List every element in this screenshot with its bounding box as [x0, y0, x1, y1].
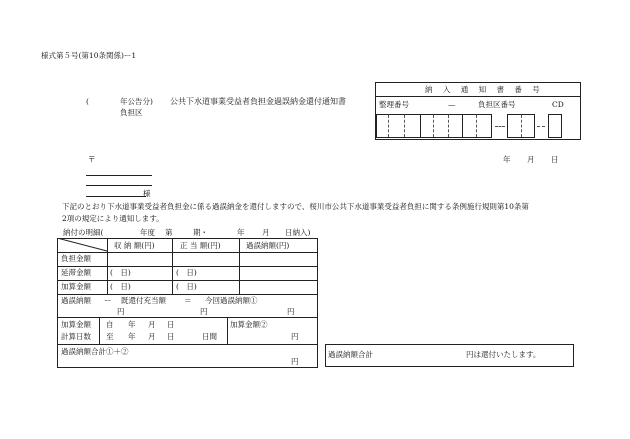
seiri-digit-cells [376, 114, 492, 138]
calc-equals: ＝ [184, 296, 192, 305]
document-title: 公共下水道事業受益者負担金過誤納金還付通知書 [170, 97, 346, 106]
date-day: 日 [551, 155, 559, 164]
period-to-day: 日 [167, 332, 175, 341]
total-yen: 円 [291, 357, 299, 366]
row-burden-amount: 負担金額 [61, 254, 91, 263]
postal-mark: 〒 [88, 155, 96, 164]
name-line [86, 196, 146, 197]
period-days: 日間 [202, 332, 217, 341]
notice-box-divider [375, 96, 581, 97]
delinquency-proper-days: ( 日) [176, 268, 197, 277]
header-diagonal [57, 238, 108, 252]
detail-nendo: 年度 [140, 228, 155, 237]
calc-overpaid-label: 過誤納額 [61, 296, 91, 305]
row-additional-amount: 加算金額 [61, 282, 91, 291]
form-id: 様式第５号(第10条関係)ー1 [41, 51, 137, 60]
row-delinquency-amount: 延滞金額 [61, 268, 91, 277]
recipient-suffix: 様 [143, 189, 151, 198]
col-proper-amount: 正 当 額(円) [180, 241, 221, 250]
calc-days-label: 計算日数 [61, 332, 91, 341]
detail-month: 月 [262, 228, 270, 237]
notice-number-title: 納 入 通 知 書 番 号 [425, 85, 544, 94]
cd-digit-cell [548, 114, 562, 138]
notice-body-text-1: 下記のとおり下水道事業受益者負担金に係る過誤納金を還付しますので、桜川市公共下水道事業受益者負担に関する条例施行規則第10条第 [62, 202, 529, 211]
period-to: 至 [106, 332, 114, 341]
calc-current-label: 今回過誤納額① [205, 296, 258, 305]
delinquency-received-days: ( 日) [110, 268, 131, 277]
col-overpaid-amount: 過誤納額(円) [246, 241, 290, 250]
year-open-paren: ( [86, 97, 89, 106]
period-from-year: 年 [128, 320, 136, 329]
refund-statement: 円は還付いたします。 [466, 350, 541, 359]
date-month: 月 [527, 155, 535, 164]
total-overpaid-label: 過誤納額合計①＋② [61, 347, 129, 356]
address-line-1 [86, 175, 152, 176]
year-public-notice: 年公告分) [120, 97, 153, 106]
calc-yen-2: 円 [200, 307, 208, 316]
period-from-month: 月 [148, 320, 156, 329]
calc-yen-1: 円 [117, 307, 125, 316]
calc-refunded-label: 既還付充当額 [121, 296, 166, 305]
kasan-amount-2-label: 加算金額② [230, 320, 268, 329]
detail-label: 納付の明細( [63, 228, 104, 237]
period-from-day: 日 [167, 320, 175, 329]
notice-body-text-2: 2項の規定により通知します。 [62, 214, 164, 223]
cd-label: CD [552, 100, 564, 109]
additional-received-days: ( 日) [110, 282, 131, 291]
kasan-amount-label: 加算金額 [61, 320, 91, 329]
address-line-2 [86, 185, 152, 186]
district-label: 負担区 [120, 108, 143, 117]
district-number-label: 負担区番号 [478, 100, 516, 109]
detail-dai: 第 [165, 228, 173, 237]
date-year: 年 [503, 155, 511, 164]
detail-ki: 期・ [193, 228, 208, 237]
col-received-amount: 収 納 額(円) [114, 241, 155, 250]
period-to-month: 月 [148, 332, 156, 341]
seiri-number-label: 整理番号 [379, 100, 409, 109]
period-to-year: 年 [128, 332, 136, 341]
additional-proper-days: ( 日) [176, 282, 197, 291]
refund-total-label: 過誤納額合計 [328, 350, 373, 359]
kasan-yen: 円 [291, 332, 299, 341]
calc-minus: ー [104, 296, 112, 305]
calc-yen-3: 円 [287, 307, 295, 316]
period-from: 自 [106, 320, 114, 329]
number-dash: — [448, 100, 456, 109]
detail-paid: 日納入) [285, 228, 311, 237]
detail-year: 年 [237, 228, 245, 237]
